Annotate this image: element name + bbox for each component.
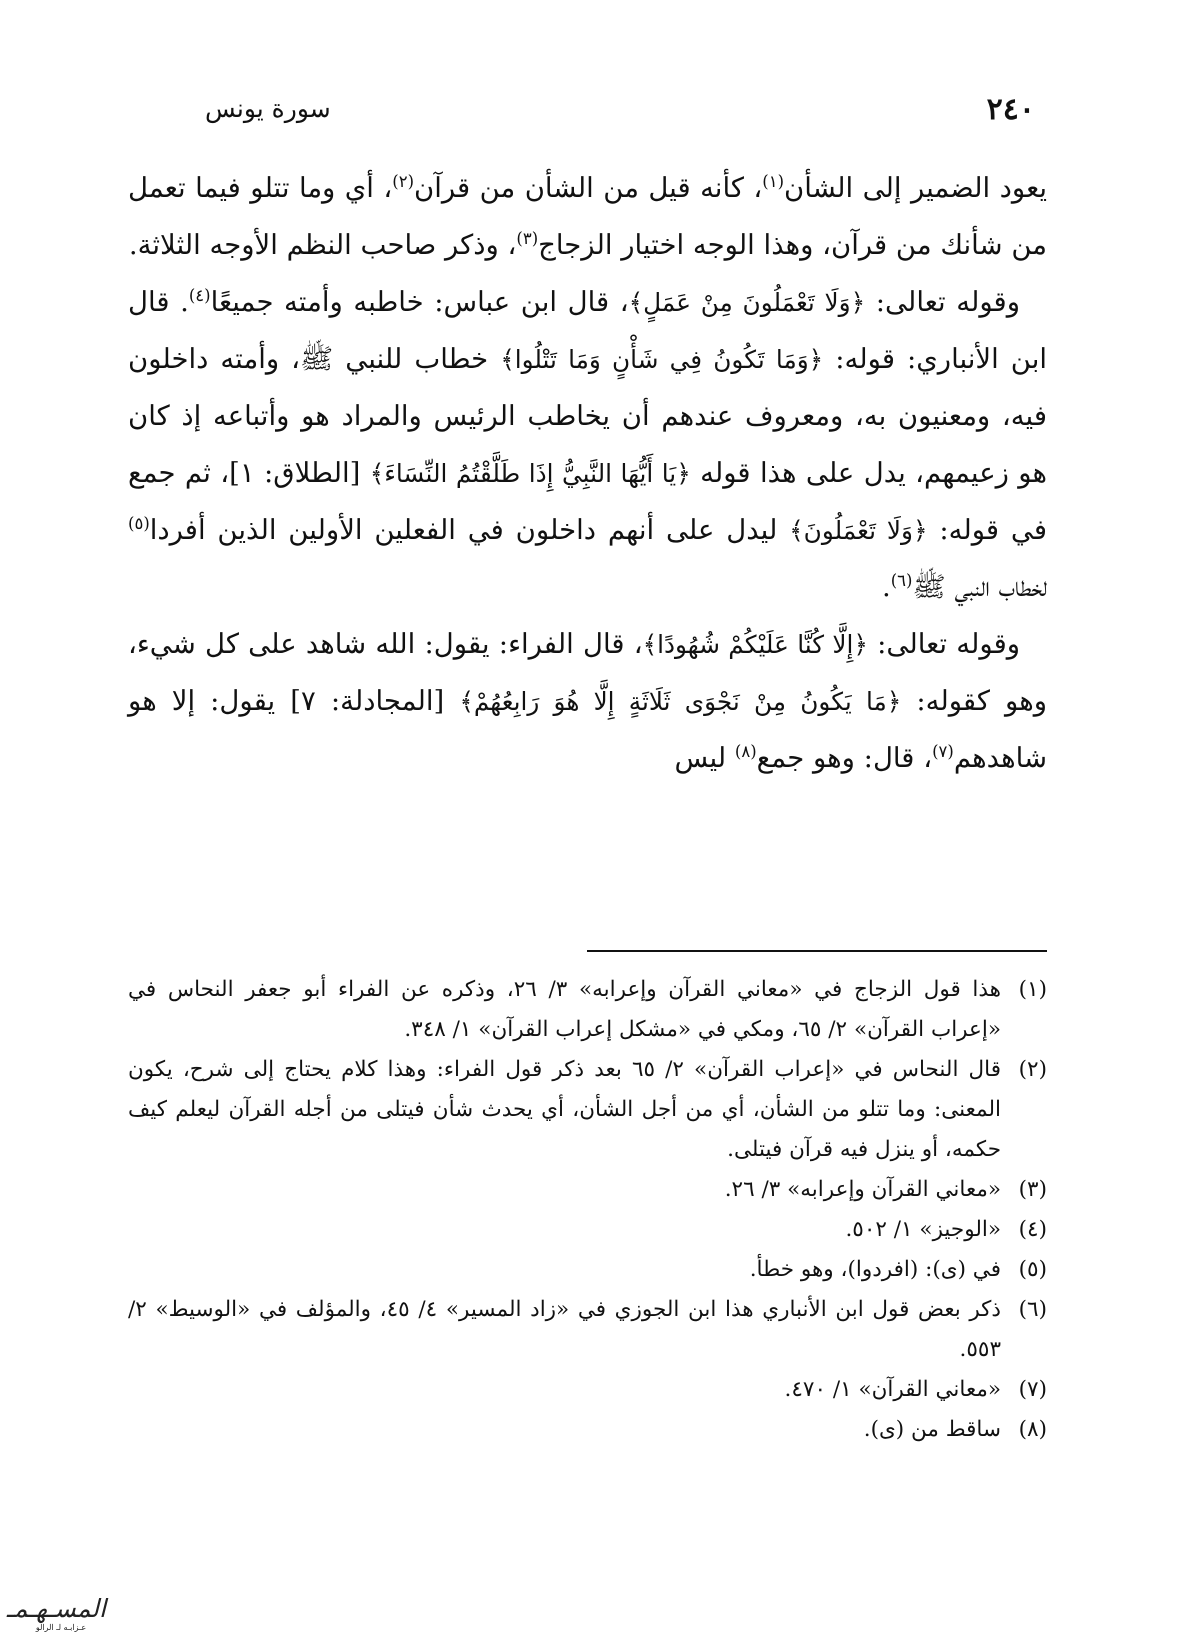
text-run: ليس	[674, 742, 735, 774]
quran-verse: ﴿مَا يَكُونُ مِنْ نَجْوَى ثَلَاثَةٍ إِلَّا هُوَ رَابِعُهُمْ﴾	[459, 687, 902, 716]
footnote-ref-2: (٢)	[392, 171, 414, 191]
text-run: ، قال ابن عباس: خاطبه وأمته جميعًا	[210, 286, 629, 318]
text-run: وقوله تعالى:	[867, 628, 1021, 660]
text-run: خطاب للنبي ﷺ، وأمته داخلون فيه، ومعنيون به، ومعروف عندهم أن يخاطب الرئيس والمراد هو وأتباعه إذ كان هو زعيمهم، يدل على هذا قوله	[128, 343, 1048, 489]
footnote-item	[128, 1250, 1047, 1290]
text-run: [المجادلة: ٧] يقول: إلا هو شاهدهم	[128, 685, 1047, 774]
footnote-item	[128, 1210, 1047, 1250]
footnote-number: (١)	[1018, 977, 1047, 1002]
footnote-ref-6: (٦)	[890, 570, 913, 590]
text-run: .	[881, 571, 891, 603]
publisher-logo	[6, 1594, 106, 1639]
footnote-number: (٨)	[1018, 1417, 1047, 1442]
text-run: ليدل على أنهم داخلون في الفعلين الأولين الذين أفردا	[149, 514, 790, 546]
paragraph-1	[128, 160, 1047, 274]
paragraph-2	[128, 274, 1047, 616]
footnote-item	[128, 1370, 1047, 1410]
text-run: لخطاب النبي ﷺ	[912, 571, 1047, 603]
footnote-separator	[587, 950, 1047, 952]
footnote-ref-5: (٥)	[128, 513, 150, 533]
footnote-ref-8: (٨)	[734, 741, 757, 761]
paragraph-3	[128, 616, 1047, 787]
text-run: . قال ابن الأنباري: قوله:	[128, 286, 1047, 375]
text-run: ، قال: وهو جمع	[756, 742, 933, 774]
page-header	[150, 92, 1035, 142]
footnote-text: «الوجيز» ١/ ٥٠٢.	[845, 1217, 1001, 1242]
text-run: ، قال الفراء: يقول: الله شاهد على كل شيء، وهو كقوله:	[128, 628, 1047, 717]
quran-verse: ﴿وَلَا تَعْمَلُونَ مِنْ عَمَلٍ﴾	[628, 288, 866, 317]
footnote-text: «معاني القرآن» ١/ ٤٧٠.	[784, 1377, 1001, 1402]
quran-verse: ﴿إِلَّا كُنَّا عَلَيْكُمْ شُهُودًا﴾	[642, 630, 868, 659]
footnote-number: (٧)	[1018, 1377, 1047, 1402]
footnote-text: ذكر بعض قول ابن الأنباري هذا ابن الجوزي في «زاد المسير» ٤/ ٤٥، والمؤلف في «الوسيط» ٢/ ٥٥٣.	[128, 1297, 1001, 1362]
footnote-number: (٦)	[1018, 1297, 1047, 1322]
footnote-text: قال النحاس في «إعراب القرآن» ٢/ ٦٥ بعد ذكر قول الفراء: وهذا كلام يحتاج إلى شرح، يكون المعنى: وما تتلو من الشأن، أي من أجل الشأن، أي يحدث شأن فيتلى من أجله القرآن ليعلم كيف حكمه، أو ينزل فيه قرآن فيتلى.	[128, 1057, 1001, 1162]
text-run: وقوله تعالى:	[865, 286, 1020, 318]
logo-text: المسـ‍هـمـ	[6, 1594, 106, 1623]
text-run: ، وذكر صاحب النظم الأوجه الثلاثة.	[128, 229, 517, 261]
main-text	[128, 160, 1047, 787]
footnote-ref-4: (٤)	[188, 285, 211, 305]
footnote-number: (٣)	[1018, 1177, 1047, 1202]
footnote-number: (٤)	[1018, 1217, 1047, 1242]
quran-verse: ﴿وَمَا تَكُونُ فِي شَأْنٍ وَمَا تَتْلُوا﴾	[500, 345, 824, 374]
footnotes	[128, 970, 1047, 1450]
quran-verse: ﴿وَلَا تَعْمَلُونَ﴾	[789, 516, 928, 545]
running-title: سورة يونس	[205, 94, 331, 123]
footnote-text: هذا قول الزجاج في «معاني القرآن وإعرابه» ٣/ ٢٦، وذكره عن الفراء أبو جعفر النحاس في «إعراب القرآن» ٢/ ٦٥، ومكي في «مشكل إعراب القرآن» ١/ ٣٤٨.	[128, 977, 1001, 1042]
footnote-text: ساقط من (ى).	[863, 1417, 1001, 1442]
page-number: ٢٤٠	[986, 92, 1035, 127]
footnote-item	[128, 1050, 1047, 1170]
logo-subtext: عـزابـه لـ الرالو	[35, 1623, 87, 1632]
quran-verse: ﴿يَا أَيُّهَا النَّبِيُّ إِذَا طَلَّقْتُمُ النِّسَاءَ﴾	[369, 459, 691, 488]
footnote-text: «معاني القرآن وإعرابه» ٣/ ٢٦.	[724, 1177, 1001, 1202]
footnote-item	[128, 1290, 1047, 1370]
footnote-ref-7: (٧)	[932, 741, 954, 761]
footnote-text: في (ى): (افردوا)، وهو خطأ.	[749, 1257, 1001, 1282]
footnote-ref-3: (٣)	[516, 228, 539, 248]
footnote-number: (٥)	[1018, 1257, 1047, 1282]
text-run: [الطلاق: ١]، ثم جمع في قوله:	[128, 457, 1047, 546]
footnote-item	[128, 1410, 1047, 1450]
footnote-item	[128, 1170, 1047, 1210]
text-run: ، أي وما تتلو فيما تعمل من شأنك من قرآن، وهذا الوجه اختيار الزجاج	[128, 172, 1047, 261]
footnote-number: (٢)	[1018, 1057, 1047, 1082]
text-run: يعود الضمير إلى الشأن	[784, 172, 1047, 204]
text-run: ، كأنه قيل من الشأن من قرآن	[414, 172, 763, 204]
footnote-ref-1: (١)	[762, 171, 784, 191]
footnote-item	[128, 970, 1047, 1050]
